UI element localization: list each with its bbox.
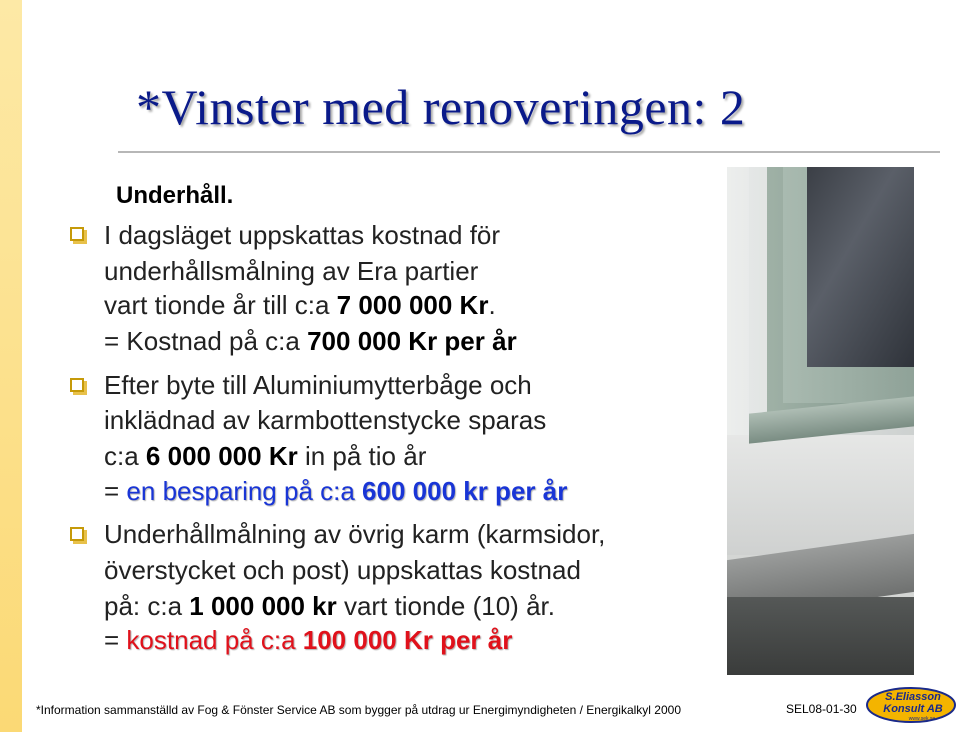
- left-decorative-band: [0, 0, 22, 732]
- section-heading: Underhåll.: [116, 182, 234, 209]
- bullet-3-line-3: på: c:a 1 000 000 kr vart tionde (10) år.: [104, 591, 555, 621]
- source-footnote: *Information sammanställd av Fog & Fönster Service AB som bygger på utdrag ur Energimyndigheten / Energikalkyl 2000: [36, 703, 681, 717]
- window-frame-photo: [727, 167, 914, 675]
- bullet-2-line-2: inklädnad av karmbottenstycke sparas: [104, 405, 547, 435]
- bullet-1-line-4: = Kostnad på c:a 700 000 Kr per år: [104, 326, 517, 356]
- bullet-2-line-1: Efter byte till Aluminiumytterbåge och: [104, 370, 532, 400]
- bullet-2-line-3: c:a 6 000 000 Kr in på tio år: [104, 441, 427, 471]
- company-logo: [866, 687, 956, 723]
- bullet-1-line-1: I dagsläget uppskattas kostnad för: [104, 220, 501, 250]
- slide-code: SEL08-01-30: [786, 702, 857, 716]
- cost-highlight: kostnad på c:a 100 000 Kr per år: [126, 625, 513, 655]
- hollow-square-bullet-icon: [70, 527, 84, 541]
- slide-title: *Vinster med renoveringen: 2: [136, 79, 746, 135]
- bullet-3-line-2: överstycket och post) uppskattas kostnad: [104, 555, 581, 585]
- hollow-square-bullet-icon: [70, 227, 84, 241]
- svg-text:Konsult AB: Konsult AB: [883, 703, 943, 715]
- bullet-3-line-4: = kostnad på c:a 100 000 Kr per år: [104, 625, 513, 655]
- bullet-2-line-4: = en besparing på c:a 600 000 kr per år: [104, 476, 568, 506]
- bullet-3-line-1: Underhållmålning av övrig karm (karmsidor,: [104, 519, 606, 549]
- savings-highlight: en besparing på c:a 600 000 kr per år: [126, 476, 568, 506]
- hollow-square-bullet-icon: [70, 378, 84, 392]
- bullet-1-line-2: underhållsmålning av Era partier: [104, 256, 479, 286]
- title-divider: [118, 151, 940, 153]
- bullet-1-line-3: vart tionde år till c:a 7 000 000 Kr.: [104, 290, 496, 320]
- svg-text:S.Eliasson: S.Eliasson: [885, 691, 941, 703]
- svg-text:www.sek.se: www.sek.se: [908, 716, 936, 722]
